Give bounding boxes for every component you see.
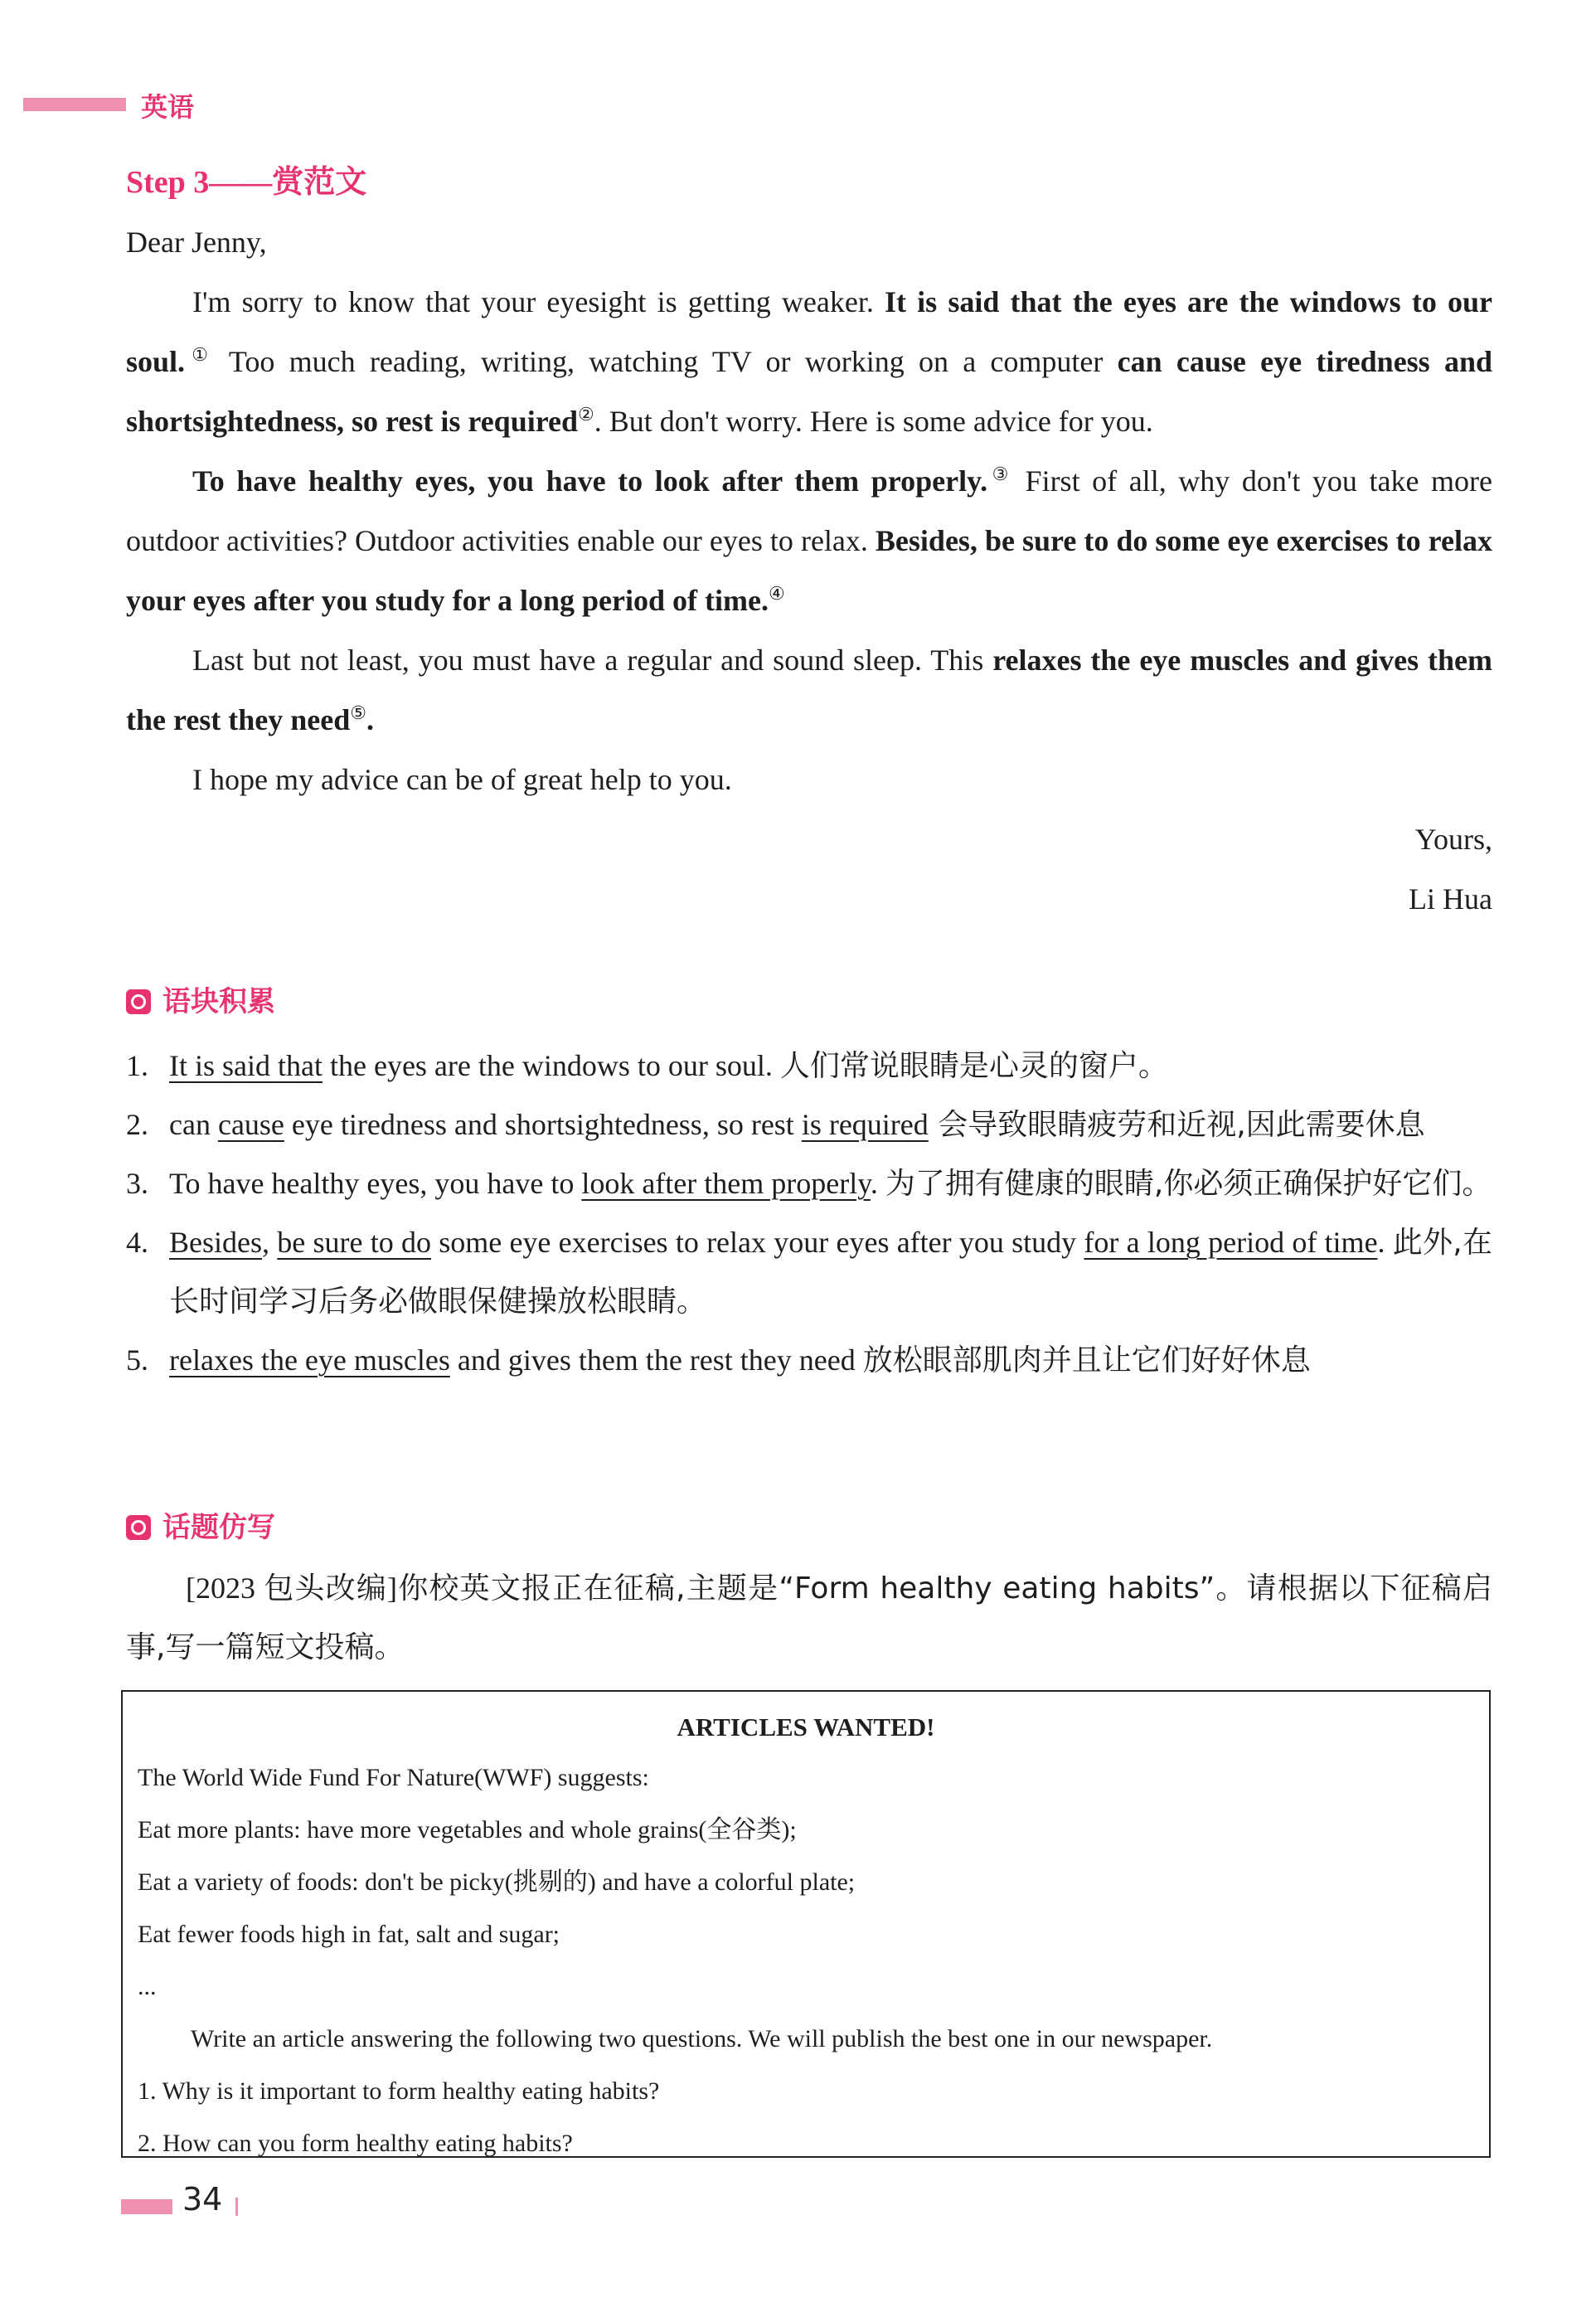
text: . But don't worry. Here is some advice for you. [594,405,1153,438]
underlined-phrase: for a long period of time [1084,1226,1378,1259]
list-item [126,1154,1492,1213]
underlined-phrase: is required [801,1108,929,1141]
section-chunks-title [126,979,275,1019]
note-marker: ② [578,404,594,425]
text: To have healthy eyes, you have to [169,1167,582,1200]
box-line: The World Wide Fund For Nature(WWF) suggests: [138,1764,649,1791]
model-letter [126,212,1492,929]
note-marker: ④ [768,583,785,604]
key-sentence: can cause eye tiredness and shortsightedness, so rest is required [126,345,1492,438]
text: . [870,1167,885,1200]
underlined-phrase: be sure to do [277,1226,431,1259]
section-writing-title [126,1504,275,1545]
text: I'm sorry to know that your eyesight is getting weaker. [192,285,885,318]
text: and gives them the rest they need [449,1343,863,1377]
translation: 人们常说眼睛是心灵的窗户。 [779,1049,1168,1083]
item-number: 4. [126,1226,148,1259]
text: . [366,703,375,736]
box-line: Eat fewer foods high in fat, salt and sugar; [138,1921,560,1948]
section-label: 语块积累 [163,985,275,1018]
step-title: Step 3——赏范文 [126,165,367,200]
key-sentence: To have healthy eyes, you have to look after them properly. [192,464,988,498]
letter-closing: Yours, [1414,823,1492,856]
letter-greeting: Dear Jenny, [126,226,267,259]
footer-tick [235,2198,238,2216]
task-source: [2023 包头改编] [186,1571,398,1605]
key-sentence: Besides, be sure to do some eye exercises to relax your eyes after you study for a long period of time. [126,524,1492,617]
item-number: 3. [126,1167,148,1200]
box-question: 2. How can you form healthy eating habits? [138,2130,573,2157]
text: Too much reading, writing, watching TV or working on a computer [215,345,1118,378]
box-question: 1. Why is it important to form healthy eating habits? [138,2077,660,2105]
search-icon [126,989,151,1014]
box-title: ARTICLES WANTED! [677,1712,935,1742]
underlined-phrase: Besides [169,1226,262,1259]
translation: 此外,在长时间学习后务必做眼保健操放松眼睛。 [169,1226,1492,1319]
letter-paragraph-3 [126,630,1492,750]
text: First of all, why don't you take more outdoor activities? Outdoor activities enable our eyes to relax. [126,464,1492,557]
underlined-phrase: relaxes the eye muscles [169,1343,450,1377]
note-marker: ③ [987,464,1013,484]
search-icon [126,1515,151,1540]
underlined-phrase: cause [217,1108,284,1141]
list-item [126,1213,1492,1331]
letter-paragraph-4: I hope my advice can be of great help to you. [192,763,732,796]
list-item [126,1037,1492,1095]
underlined-phrase: look after them properly [581,1167,871,1200]
task-text: 你校英文报正在征稿,主题是“Form healthy eating habits”。请根据以下征稿启事,写一篇短文投稿。 [126,1571,1492,1664]
subject-title: 英语 [141,91,195,123]
text: the eyes are the windows to our soul. [322,1049,780,1082]
header-accent-bar [23,98,126,111]
translation: 放松眼部肌肉并且让它们好好休息 [862,1343,1311,1377]
translation: 会导致眼睛疲劳和近视,因此需要休息 [928,1108,1425,1142]
phrase-list [126,1037,1492,1390]
translation: 为了拥有健康的眼睛,你必须正确保护好它们。 [885,1167,1492,1201]
list-item [126,1331,1492,1390]
list-item [126,1095,1492,1154]
letter-paragraph-1 [126,272,1492,451]
item-number: 1. [126,1049,148,1082]
box-instruction: Write an article answering the following two questions. We will publish the best one in our newspaper. [191,2025,1213,2052]
note-marker: ① [185,344,216,365]
text: , [262,1226,278,1259]
box-line: ... [138,1973,157,2000]
footer-accent-bar [121,2199,172,2214]
text: eye tiredness and shortsightedness, so rest [284,1108,802,1141]
text: . [1377,1226,1393,1259]
text: can [169,1108,218,1141]
page-number: 34 [182,2181,223,2218]
box-line: Eat more plants: have more vegetables and whole grains(全谷类); [138,1816,797,1844]
section-label: 话题仿写 [163,1511,275,1544]
item-number: 2. [126,1108,148,1141]
letter-signature: Li Hua [1409,882,1492,916]
key-sentence: It is said that the eyes are the windows to our soul. [126,285,1492,378]
key-sentence: relaxes the eye muscles and gives them the rest they need [126,644,1492,736]
articles-wanted-box [121,1690,1491,2158]
text: some eye exercises to relax your eyes after you study [430,1226,1084,1259]
text: Last but not least, you must have a regular and sound sleep. This [192,644,993,677]
box-line: Eat a variety of foods: don't be picky(挑剔的) and have a colorful plate; [138,1868,856,1896]
letter-paragraph-2 [126,451,1492,630]
note-marker: ⑤ [350,702,367,723]
writing-task [126,1559,1492,1677]
item-number: 5. [126,1343,148,1377]
underlined-phrase: It is said that [169,1049,323,1082]
